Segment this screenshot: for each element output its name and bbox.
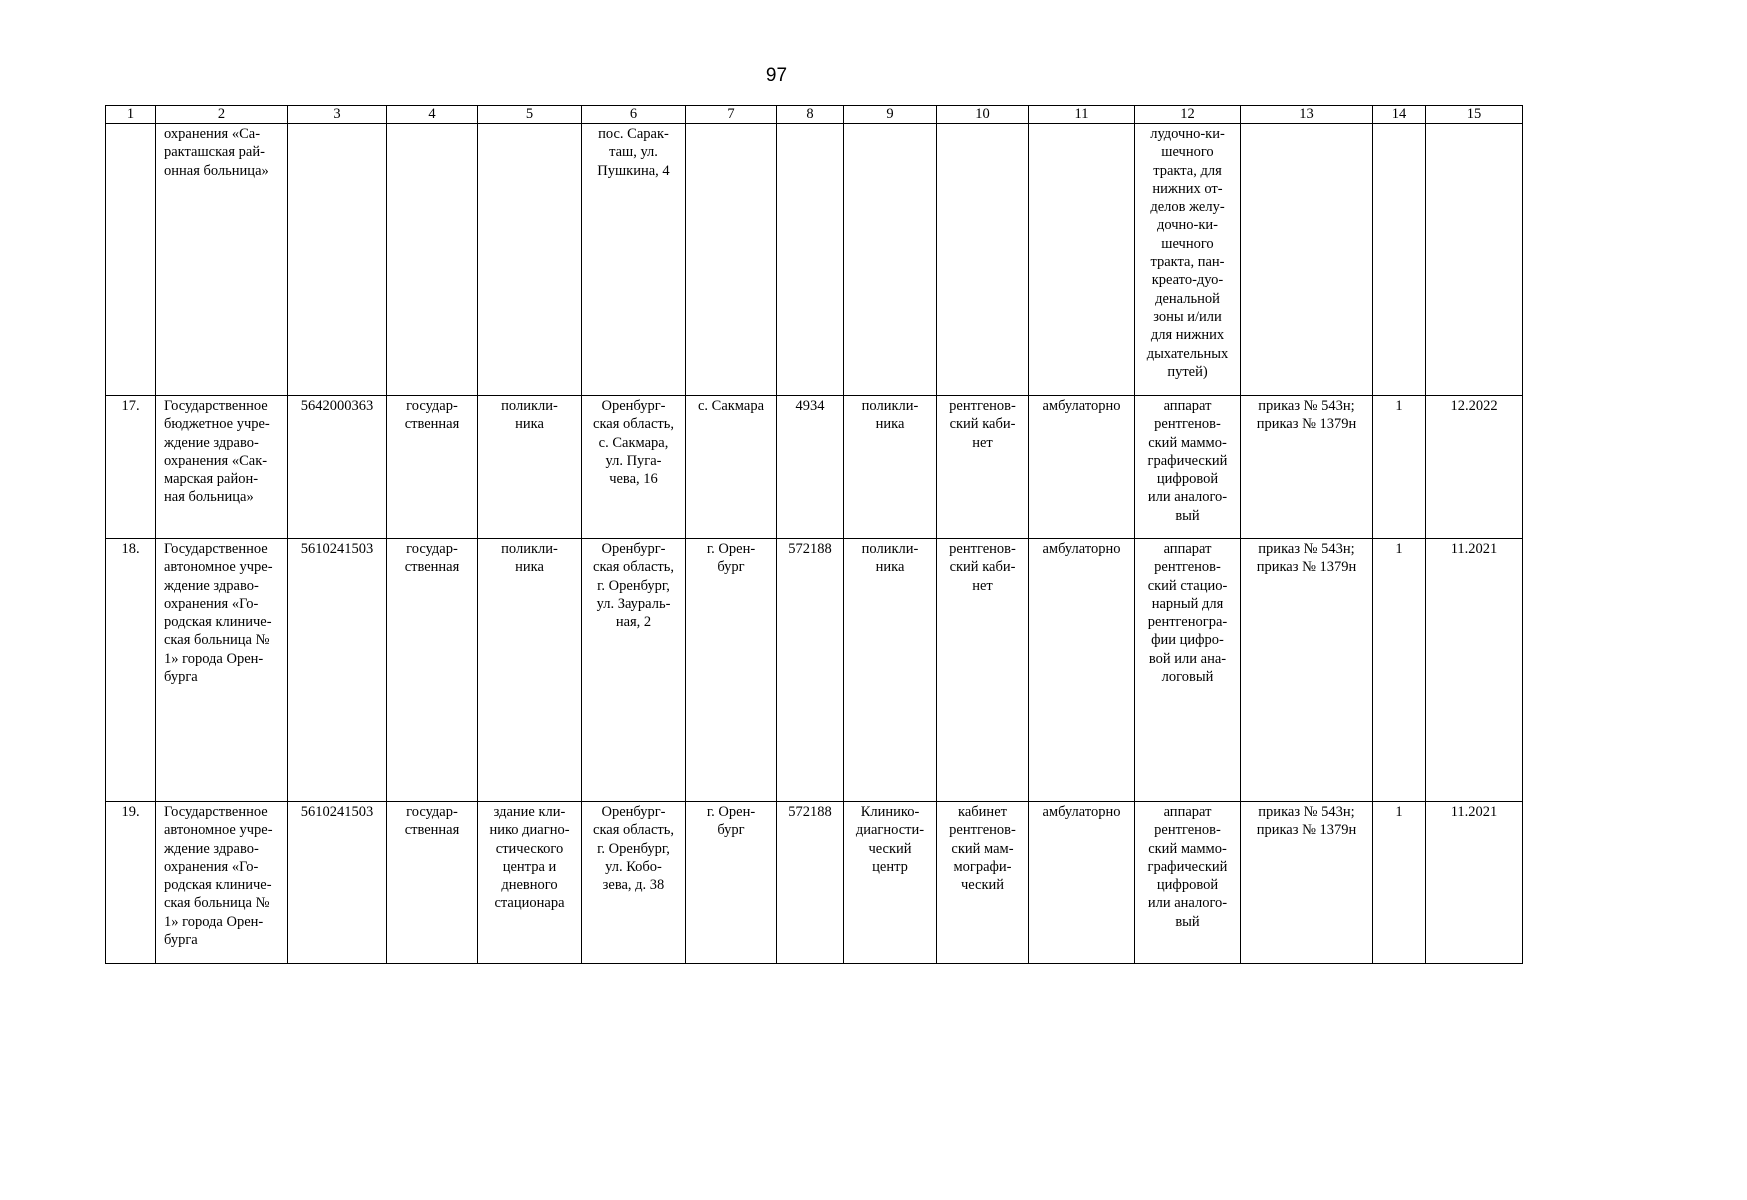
- column-header: 13: [1241, 106, 1373, 124]
- order: приказ № 543н; приказ № 1379н: [1241, 539, 1373, 802]
- inn: [288, 124, 387, 396]
- row-number: [106, 124, 156, 396]
- address: Оренбург- ская область, г. Оренбург, ул. Кобо- зева, д. 38: [582, 802, 686, 964]
- column-header: 12: [1135, 106, 1241, 124]
- population: 572188: [777, 539, 844, 802]
- settlement: с. Сакмара: [686, 396, 777, 539]
- facility-type: поликли- ника: [478, 539, 582, 802]
- care-form: амбулаторно: [1029, 539, 1135, 802]
- subdivision: Клинико- диагности- ческий центр: [844, 802, 937, 964]
- column-header: 8: [777, 106, 844, 124]
- equipment: лудочно-ки- шечного тракта, для нижних от- делов желу- дочно-ки- шечного тракта, пан- креато-дуо- денальной зоны и/или для нижних дыхательных путей): [1135, 124, 1241, 396]
- facility-type: здание кли- нико диагно- стического центра и дневного стационара: [478, 802, 582, 964]
- room: рентгенов- ский каби- нет: [937, 539, 1029, 802]
- address: Оренбург- ская область, г. Оренбург, ул. Заураль- ная, 2: [582, 539, 686, 802]
- organization-name: охранения «Са- ракташская рай- онная больница»: [156, 124, 288, 396]
- inn: 5642000363: [288, 396, 387, 539]
- facility-type: [478, 124, 582, 396]
- column-header: 5: [478, 106, 582, 124]
- inn: 5610241503: [288, 802, 387, 964]
- quantity: [1373, 124, 1426, 396]
- row-number: 18.: [106, 539, 156, 802]
- equipment: аппарат рентгенов- ский маммо- графический цифровой или аналого- вый: [1135, 802, 1241, 964]
- column-header: 11: [1029, 106, 1135, 124]
- row-number: 17.: [106, 396, 156, 539]
- equipment: аппарат рентгенов- ский маммо- графический цифровой или аналого- вый: [1135, 396, 1241, 539]
- ownership: государ- ственная: [387, 802, 478, 964]
- date: 12.2022: [1426, 396, 1523, 539]
- room: [937, 124, 1029, 396]
- population: [777, 124, 844, 396]
- column-header: 14: [1373, 106, 1426, 124]
- facility-type: поликли- ника: [478, 396, 582, 539]
- column-header: 10: [937, 106, 1029, 124]
- page-number: 97: [765, 65, 788, 86]
- address: пос. Сарак- таш, ул. Пушкина, 4: [582, 124, 686, 396]
- organization-name: Государственное автономное учре- ждение здраво- охранения «Го- родская клиниче- ская больница № 1» города Орен- бурга: [156, 802, 288, 964]
- quantity: 1: [1373, 802, 1426, 964]
- room: рентгенов- ский каби- нет: [937, 396, 1029, 539]
- subdivision: [844, 124, 937, 396]
- column-header: 7: [686, 106, 777, 124]
- organization-name: Государственное автономное учре- ждение здраво- охранения «Го- родская клиниче- ская больница № 1» города Орен- бурга: [156, 539, 288, 802]
- registry-table: [105, 105, 1523, 964]
- care-form: [1029, 124, 1135, 396]
- date: 11.2021: [1426, 802, 1523, 964]
- order: приказ № 543н; приказ № 1379н: [1241, 396, 1373, 539]
- population: 4934: [777, 396, 844, 539]
- column-header: 2: [156, 106, 288, 124]
- order: [1241, 124, 1373, 396]
- order: приказ № 543н; приказ № 1379н: [1241, 802, 1373, 964]
- table-row: [106, 124, 1523, 396]
- settlement: [686, 124, 777, 396]
- quantity: 1: [1373, 396, 1426, 539]
- quantity: 1: [1373, 539, 1426, 802]
- organization-name: Государственное бюджетное учре- ждение здраво- охранения «Сак- марская район- ная больница»: [156, 396, 288, 539]
- table-row: [106, 802, 1523, 964]
- row-number: 19.: [106, 802, 156, 964]
- equipment: аппарат рентгенов- ский стацио- нарный для рентгеногра- фии цифро- вой или ана- логовый: [1135, 539, 1241, 802]
- care-form: амбулаторно: [1029, 396, 1135, 539]
- column-header: 15: [1426, 106, 1523, 124]
- column-header: 3: [288, 106, 387, 124]
- date: [1426, 124, 1523, 396]
- address: Оренбург- ская область, с. Сакмара, ул. Пуга- чева, 16: [582, 396, 686, 539]
- ownership: государ- ственная: [387, 396, 478, 539]
- settlement: г. Орен- бург: [686, 802, 777, 964]
- population: 572188: [777, 802, 844, 964]
- table-row: [106, 539, 1523, 802]
- column-header: 6: [582, 106, 686, 124]
- room: кабинет рентгенов- ский мам- мографи- ческий: [937, 802, 1029, 964]
- column-header: 4: [387, 106, 478, 124]
- column-header: 9: [844, 106, 937, 124]
- inn: 5610241503: [288, 539, 387, 802]
- care-form: амбулаторно: [1029, 802, 1135, 964]
- table-row: [106, 396, 1523, 539]
- date: 11.2021: [1426, 539, 1523, 802]
- ownership: государ- ственная: [387, 539, 478, 802]
- subdivision: поликли- ника: [844, 539, 937, 802]
- column-header: 1: [106, 106, 156, 124]
- ownership: [387, 124, 478, 396]
- settlement: г. Орен- бург: [686, 539, 777, 802]
- subdivision: поликли- ника: [844, 396, 937, 539]
- column-number-row: [106, 106, 1523, 124]
